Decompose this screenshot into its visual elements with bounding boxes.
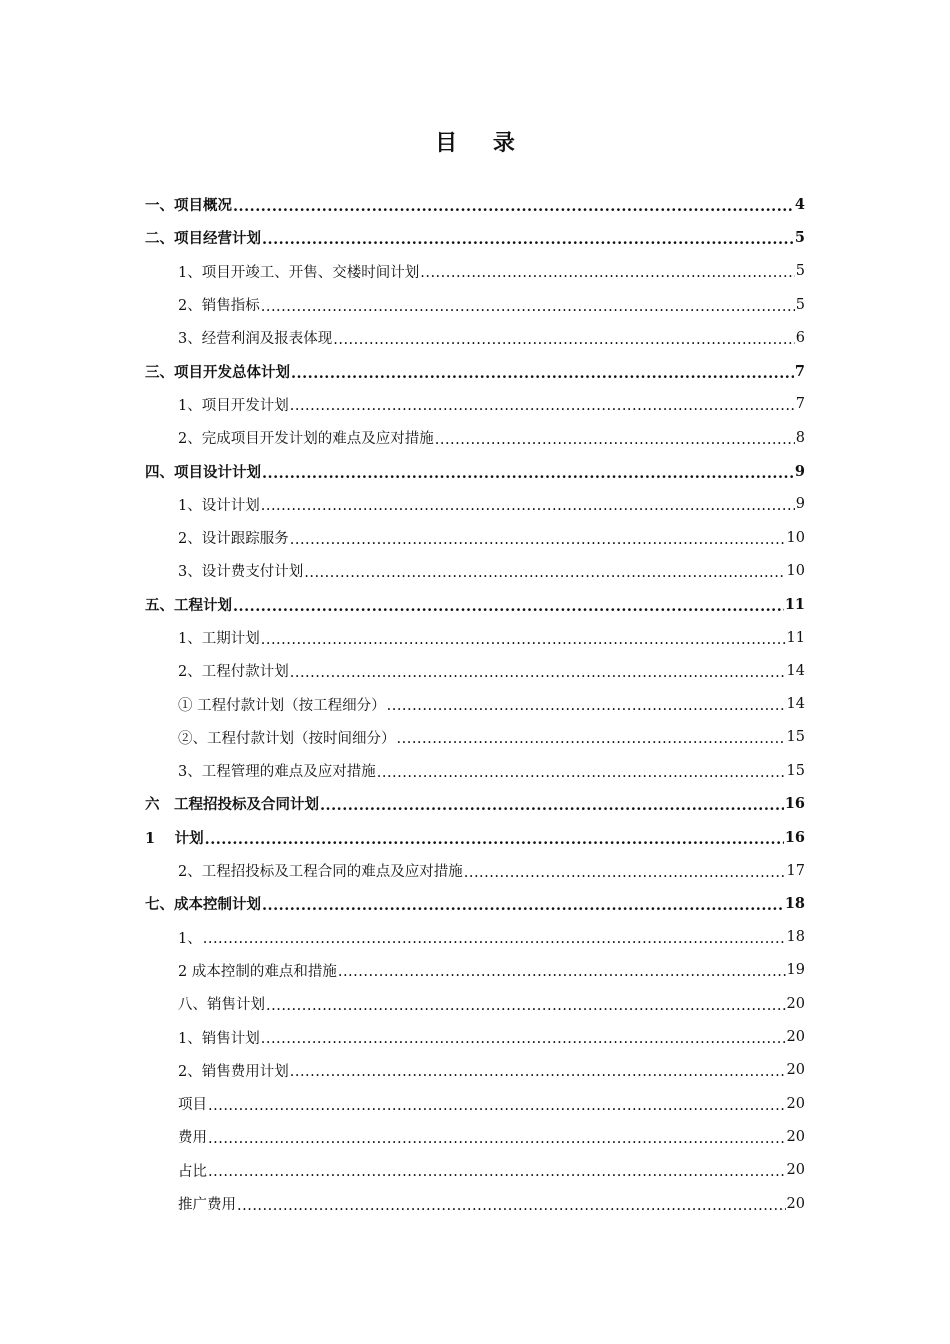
- toc-entry[interactable]: [0, 887, 805, 920]
- toc-entry-page-number: 20: [786, 1029, 805, 1046]
- toc-entry-label: 2、销售费用计划: [178, 1063, 289, 1080]
- toc-entry-label: 1、销售计划: [178, 1030, 260, 1047]
- toc-entry[interactable]: [0, 521, 805, 554]
- toc-entry-page-number: 20: [786, 1095, 805, 1112]
- toc-leader-dots: [233, 198, 794, 215]
- toc-entry-label: 五、工程计划: [145, 596, 232, 614]
- toc-entry-label: ① 工程付款计划（按工程细分）: [178, 697, 386, 714]
- toc-entry-page-number: 20: [786, 1195, 805, 1212]
- toc-entry[interactable]: [0, 754, 805, 787]
- toc-leader-dots: [261, 1031, 786, 1047]
- toc-entry[interactable]: [0, 954, 805, 987]
- toc-entry-page-number: 16: [784, 795, 805, 813]
- toc-entry-page-number: 9: [794, 462, 805, 480]
- toc-entry[interactable]: [0, 554, 805, 587]
- toc-entry-page-number: 5: [795, 263, 805, 280]
- toc-entry[interactable]: [0, 1187, 805, 1220]
- toc-entry[interactable]: [0, 787, 805, 820]
- toc-entry-page-number: 10: [786, 529, 805, 546]
- toc-entry[interactable]: [0, 588, 805, 621]
- toc-entry[interactable]: [0, 421, 805, 454]
- toc-entry[interactable]: [0, 255, 805, 288]
- toc-entry-label: 三、项目开发总体计划: [145, 363, 290, 381]
- toc-entry[interactable]: [0, 288, 805, 321]
- toc-entry[interactable]: [0, 1087, 805, 1120]
- toc-leader-dots: [262, 897, 784, 914]
- toc-entry-page-number: 18: [784, 895, 805, 913]
- toc-entry-label: 2、工程招投标及工程合同的难点及应对措施: [178, 864, 463, 881]
- toc-leader-dots: [203, 931, 786, 947]
- toc-entry-label: 二、项目经营计划: [145, 230, 261, 248]
- toc-entry-page-number: 14: [786, 662, 805, 679]
- toc-leader-dots: [290, 1064, 786, 1080]
- toc-entry-page-number: 14: [786, 696, 805, 713]
- table-of-contents: [0, 188, 950, 1220]
- toc-leader-dots: [320, 797, 784, 814]
- toc-entry-page-number: 10: [786, 562, 805, 579]
- toc-entry-label: 2 成本控制的难点和措施: [178, 963, 337, 980]
- toc-entry-page-number: 15: [786, 762, 805, 779]
- toc-entry[interactable]: [0, 488, 805, 521]
- toc-leader-dots: [333, 332, 795, 348]
- toc-leader-dots: [233, 598, 784, 615]
- toc-leader-dots: [397, 731, 786, 747]
- toc-leader-dots: [261, 632, 786, 648]
- toc-leader-dots: [291, 365, 794, 382]
- toc-entry-label: 1 计划: [145, 829, 204, 847]
- toc-entry-page-number: 8: [795, 429, 805, 446]
- toc-entry-label: 六 工程招投标及合同计划: [145, 796, 319, 814]
- toc-leader-dots: [261, 299, 795, 315]
- toc-entry-label: 七、成本控制计划: [145, 896, 261, 914]
- toc-leader-dots: [262, 231, 794, 248]
- toc-entry-page-number: 17: [786, 862, 805, 879]
- toc-entry-page-number: 11: [784, 595, 805, 613]
- toc-entry-label: 2、工程付款计划: [178, 664, 289, 681]
- toc-entry-label: 1、项目开竣工、开售、交楼时间计划: [178, 264, 420, 281]
- toc-entry[interactable]: [0, 221, 805, 254]
- toc-entry[interactable]: [0, 454, 805, 487]
- toc-entry[interactable]: [0, 1054, 805, 1087]
- toc-entry[interactable]: [0, 687, 805, 720]
- toc-entry[interactable]: [0, 1154, 805, 1187]
- toc-entry[interactable]: [0, 388, 805, 421]
- toc-entry[interactable]: [0, 921, 805, 954]
- toc-leader-dots: [290, 398, 795, 414]
- toc-leader-dots: [261, 498, 795, 514]
- toc-leader-dots: [464, 865, 786, 881]
- toc-entry-label: ②、工程付款计划（按时间细分）: [178, 730, 396, 747]
- toc-entry-label: 四、项目设计计划: [145, 463, 261, 481]
- toc-entry-label: 1、设计计划: [178, 497, 260, 514]
- toc-leader-dots: [304, 565, 785, 581]
- toc-entry-label: 八、销售计划: [178, 997, 265, 1014]
- toc-entry-page-number: 20: [786, 995, 805, 1012]
- toc-leader-dots: [205, 831, 784, 848]
- toc-entry-page-number: 16: [784, 828, 805, 846]
- toc-entry-label: 1、: [178, 930, 202, 947]
- toc-leader-dots: [262, 465, 794, 482]
- toc-leader-dots: [420, 265, 795, 281]
- toc-entry[interactable]: [0, 188, 805, 221]
- toc-entry-label: 占比: [178, 1163, 207, 1180]
- toc-entry-page-number: 18: [786, 929, 805, 946]
- toc-leader-dots: [266, 998, 786, 1014]
- toc-entry-label: 项目: [178, 1097, 207, 1114]
- toc-entry-page-number: 4: [794, 196, 805, 214]
- toc-entry[interactable]: [0, 1120, 805, 1153]
- toc-leader-dots: [377, 765, 786, 781]
- toc-leader-dots: [290, 665, 786, 681]
- toc-entry-page-number: 11: [786, 629, 805, 646]
- toc-leader-dots: [290, 532, 786, 548]
- toc-entry[interactable]: [0, 654, 805, 687]
- toc-entry[interactable]: [0, 987, 805, 1020]
- toc-entry[interactable]: [0, 321, 805, 354]
- toc-entry[interactable]: [0, 354, 805, 387]
- toc-entry-page-number: 7: [795, 396, 805, 413]
- toc-entry-label: 3、设计费支付计划: [178, 564, 304, 581]
- toc-entry-label: 推广费用: [178, 1197, 236, 1214]
- page-title: 目 录: [435, 130, 529, 156]
- toc-leader-dots: [338, 964, 786, 980]
- toc-entry-page-number: 7: [794, 362, 805, 380]
- toc-entry-label: 1、项目开发计划: [178, 397, 289, 414]
- toc-entry-page-number: 20: [786, 1062, 805, 1079]
- toc-entry-label: 3、经营利润及报表体现: [178, 331, 333, 348]
- toc-entry[interactable]: [0, 854, 805, 887]
- toc-entry-page-number: 9: [795, 496, 805, 513]
- toc-leader-dots: [208, 1098, 786, 1114]
- toc-entry[interactable]: [0, 821, 805, 854]
- toc-leader-dots: [435, 432, 795, 448]
- toc-entry-label: 1、工期计划: [178, 631, 260, 647]
- toc-entry-page-number: 6: [795, 329, 805, 346]
- toc-entry[interactable]: [0, 621, 805, 654]
- toc-leader-dots: [208, 1131, 786, 1147]
- toc-entry-page-number: 20: [786, 1162, 805, 1179]
- toc-leader-dots: [237, 1198, 786, 1214]
- toc-entry-page-number: 5: [794, 229, 805, 247]
- toc-entry-page-number: 5: [795, 296, 805, 313]
- toc-leader-dots: [208, 1164, 786, 1180]
- toc-entry-label: 3、工程管理的难点及应对措施: [178, 764, 376, 781]
- toc-entry[interactable]: [0, 721, 805, 754]
- toc-entry-page-number: 15: [786, 729, 805, 746]
- toc-entry-page-number: 20: [786, 1128, 805, 1145]
- toc-leader-dots: [387, 698, 786, 714]
- toc-entry[interactable]: [0, 1020, 805, 1053]
- toc-entry-label: 一、项目概况: [145, 197, 232, 215]
- toc-entry-page-number: 19: [786, 962, 805, 979]
- toc-entry-label: 2、销售指标: [178, 298, 260, 315]
- toc-entry-label: 2、设计跟踪服务: [178, 531, 289, 548]
- toc-entry-label: 2、完成项目开发计划的难点及应对措施: [178, 431, 434, 448]
- toc-entry-label: 费用: [178, 1130, 207, 1147]
